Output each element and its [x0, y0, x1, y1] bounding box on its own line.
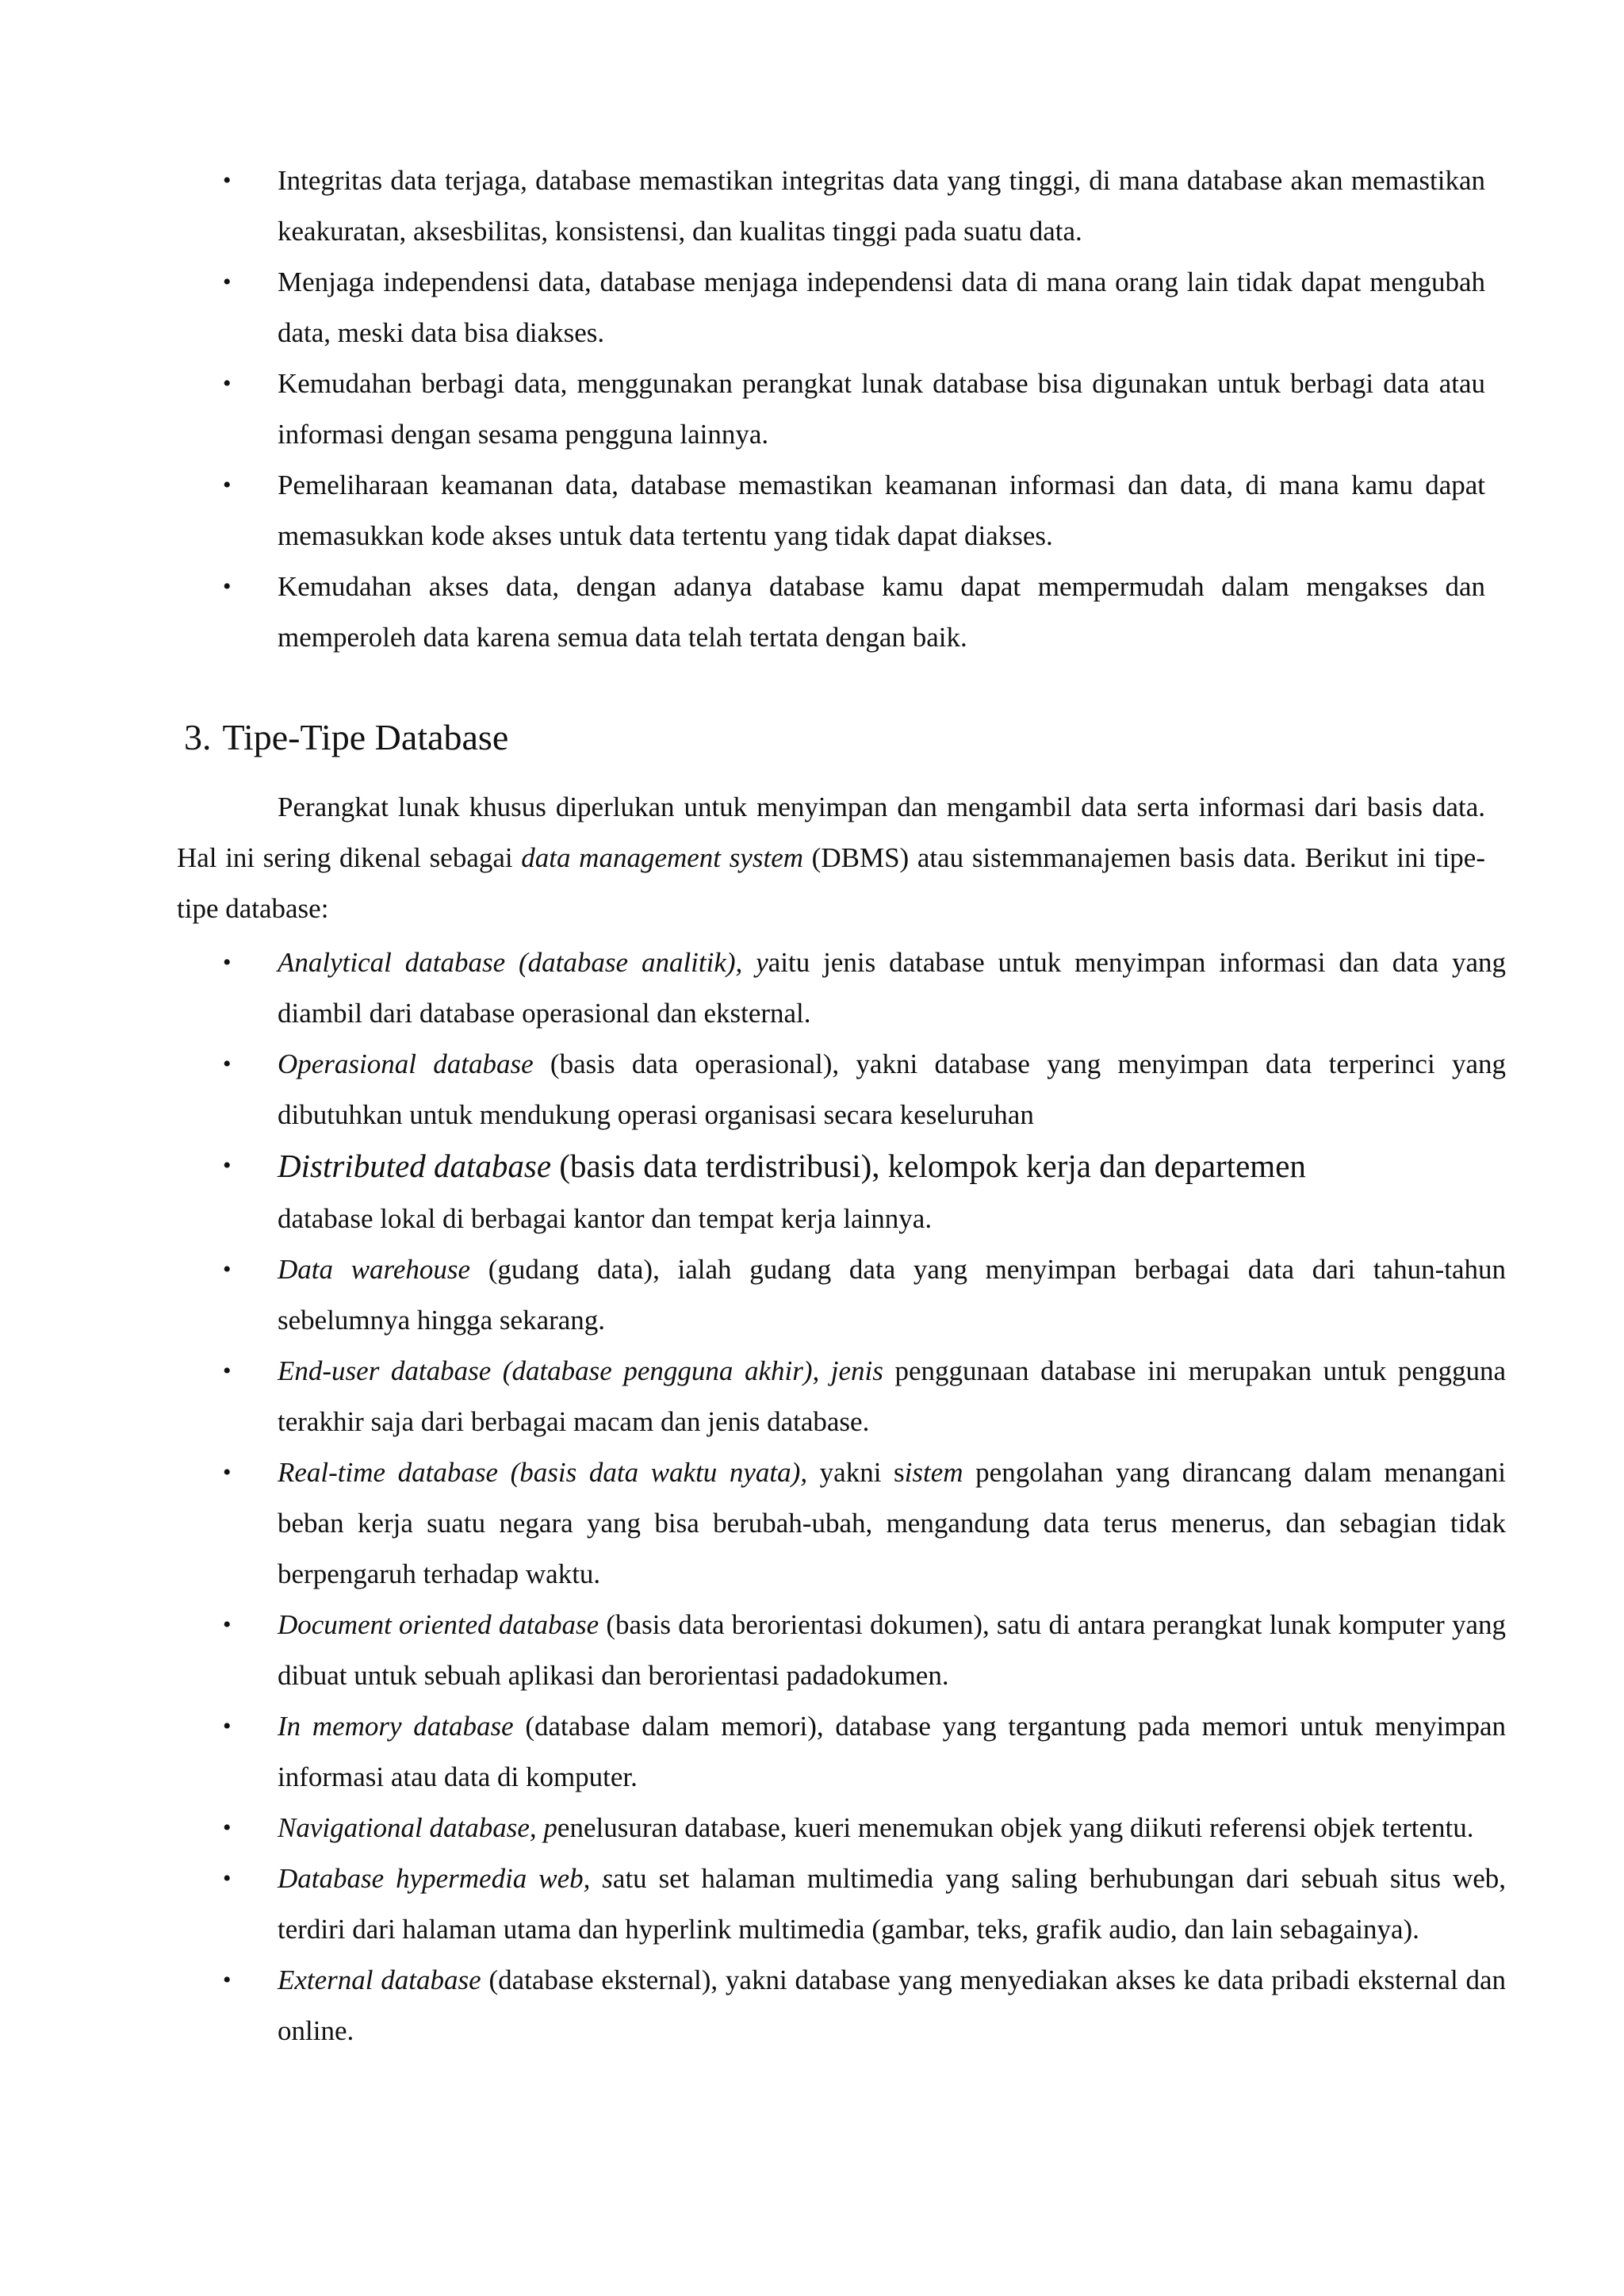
list-item	[177, 1140, 1506, 1244]
list-item-text: Kemudahan berbagi data, menggunakan perangkat lunak database bisa digunakan untuk berbagi data atau informasi dengan sesama pengguna lainnya.	[278, 368, 1485, 450]
bullet-icon: •	[223, 1815, 232, 1841]
bullet-icon: •	[223, 949, 232, 976]
term: Document oriented database	[278, 1609, 599, 1640]
list-item	[177, 1346, 1506, 1447]
description: (basis data berorientasi dokumen), satu di antara perangkat lunak komputer yang dibuat untuk sebuah aplikasi dan berorientasi padadokumen.	[278, 1609, 1506, 1691]
list-item	[177, 257, 1485, 358]
list-item-text: Pemeliharaan keamanan data, database memastikan keamanan informasi dan data, di mana kamu dapat memasukkan kode akses untuk data tertentu yang tidak dapat diakses.	[278, 470, 1485, 551]
description-continued: database lokal di berbagai kantor dan tempat kerja lainnya.	[278, 1203, 933, 1234]
bullet-icon: •	[223, 1713, 232, 1739]
bullet-icon: •	[223, 1459, 232, 1485]
list-item	[177, 1853, 1506, 1955]
description: (basis data terdistribusi), kelompok kerja dan departemen	[551, 1148, 1306, 1184]
description: (gudang data), ialah gudang data yang menyimpan berbagai data dari tahun-tahun sebelumnya hingga sekarang.	[278, 1254, 1506, 1336]
term: End-user database (database pengguna akhir), jenis	[278, 1355, 883, 1386]
bullet-icon: •	[223, 1865, 232, 1892]
term: Real-time database (basis data waktu nyata),	[278, 1457, 808, 1488]
description: enelusuran database, kueri menemukan objek yang diikuti referensi objek tertentu.	[557, 1812, 1474, 1843]
section-number: 3.	[184, 717, 212, 757]
list-item	[177, 155, 1485, 257]
bullet-icon: •	[223, 1152, 232, 1179]
term: In memory database	[278, 1711, 514, 1742]
description: aitu jenis database untuk menyimpan informasi dan data yang diambil dari database operasional dan eksternal.	[278, 947, 1506, 1029]
intro-italic-term: data management system	[521, 842, 804, 873]
database-types-list	[177, 937, 1506, 2056]
term: Analytical database (database analitik), y	[278, 947, 768, 978]
term: Navigational database, p	[278, 1812, 557, 1843]
list-item	[177, 937, 1506, 1039]
list-item-text: Kemudahan akses data, dengan adanya database kamu dapat mempermudah dalam mengakses dan memperoleh data karena semua data telah tertata dengan baik.	[278, 571, 1485, 653]
description: (database dalam memori), database yang tergantung pada memori untuk menyimpan informasi atau data di komputer.	[278, 1711, 1506, 1792]
bullet-icon: •	[223, 370, 232, 397]
list-item	[177, 460, 1485, 562]
description: (basis data operasional), yakni database yang menyimpan data terperinci yang dibutuhkan untuk mendukung operasi organisasi secara keseluruhan	[278, 1048, 1506, 1130]
intro-text: Perangkat lunak khusus diperlukan untuk menyimpan dan mengambil data serta informasi dari basis data. Hal ini sering dikenal sebagai	[177, 792, 1485, 873]
list-item	[177, 1244, 1506, 1346]
bullet-icon: •	[223, 1358, 232, 1384]
term: Database hypermedia web, s	[278, 1863, 613, 1894]
list-item	[177, 562, 1485, 663]
bullet-icon: •	[223, 573, 232, 600]
list-item	[177, 358, 1485, 460]
description: atu set halaman multimedia yang saling berhubungan dari sebuah situs web, terdiri dari halaman utama dan hyperlink multimedia (gambar, teks, grafik audio, dan lain sebagainya).	[278, 1863, 1506, 1945]
description-continued: pengolahan yang dirancang dalam menangani beban kerja suatu negara yang bisa berubah-ubah, mengandung data terus menerus, dan sebagian tidak berpengaruh terhadap waktu.	[278, 1457, 1506, 1589]
bullet-icon: •	[223, 167, 232, 194]
bullet-icon: •	[223, 269, 232, 295]
bullet-icon: •	[223, 1256, 232, 1282]
term: Data warehouse	[278, 1254, 471, 1285]
bullet-icon: •	[223, 1967, 232, 1993]
description: (database eksternal), yakni database yang menyediakan akses ke data pribadi eksternal dan online.	[278, 1964, 1506, 2046]
section-heading	[184, 714, 508, 761]
section-title: Tipe-Tipe Database	[222, 717, 509, 757]
benefits-list	[177, 155, 1485, 663]
list-item	[177, 1447, 1506, 1600]
term: External database	[278, 1964, 481, 1995]
list-item	[177, 1955, 1506, 2056]
intro-text-end: (DBMS) atau sistemmanajemen basis data. Berikut ini tipe-tipe database:	[177, 842, 1485, 924]
bullet-icon: •	[223, 1051, 232, 1077]
term-continued: istem	[904, 1457, 963, 1488]
list-item-text: Integritas data terjaga, database memastikan integritas data yang tinggi, di mana database akan memastikan keakuratan, aksesbilitas, konsistensi, dan kualitas tinggi pada suatu data.	[278, 165, 1485, 247]
term: Distributed database	[278, 1148, 552, 1184]
bullet-icon: •	[223, 472, 232, 498]
term: Operasional database	[278, 1048, 534, 1079]
list-item	[177, 1600, 1506, 1701]
list-item-text: Menjaga independensi data, database menjaga independensi data di mana orang lain tidak dapat mengubah data, meski data bisa diakses.	[278, 266, 1485, 348]
bullet-icon: •	[223, 1612, 232, 1638]
intro-paragraph	[177, 782, 1485, 934]
description: penggunaan database ini merupakan untuk pengguna terakhir saja dari berbagai macam dan jenis database.	[278, 1355, 1506, 1437]
list-item	[177, 1701, 1506, 1803]
description: yakni s	[807, 1457, 905, 1488]
list-item	[177, 1039, 1506, 1140]
list-item	[177, 1803, 1506, 1853]
